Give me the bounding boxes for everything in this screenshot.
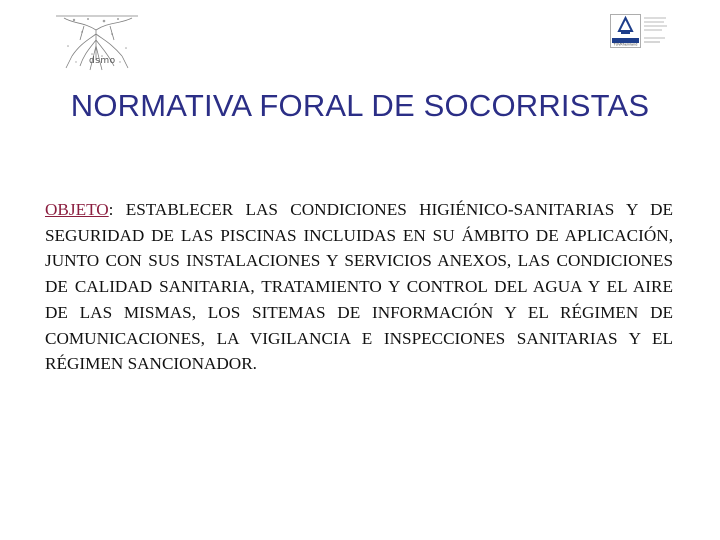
body-paragraph xyxy=(45,197,673,377)
certification-seal-icon xyxy=(610,14,672,48)
objeto-separator: : xyxy=(108,200,114,219)
page-title: NORMATIVA FORAL DE SOCORRISTAS xyxy=(70,88,650,123)
tree-roots-logo-icon xyxy=(54,10,140,76)
cert-brand-text: TÜVRheinland xyxy=(613,42,638,47)
objeto-label: OBJETO xyxy=(45,200,109,219)
objeto-text: ESTABLECER LAS CONDICIONES HIGIÉNICO-SANITARIAS Y DE SEGURIDAD DE LAS PISCINAS INCLUIDAS EN SU ÁMBITO DE APLICACIÓN, JUNTO CON SUS INSTALACIONES Y SERVICIOS ANEXOS, LAS CONDICIONES DE CALIDAD SANITARIA, TRATAMIENTO Y CONTROL DEL AGUA Y EL AIRE DE LAS MISMAS, LOS SITEMAS DE INFORMACIÓN Y EL RÉGIMEN DE COMUNICACIONES, LA VIGILANCIA E INSPECCIONES SANITARIAS Y EL RÉGIMEN SANCIONADOR. xyxy=(45,200,673,374)
logo-left-caption: dsmo xyxy=(89,56,116,66)
